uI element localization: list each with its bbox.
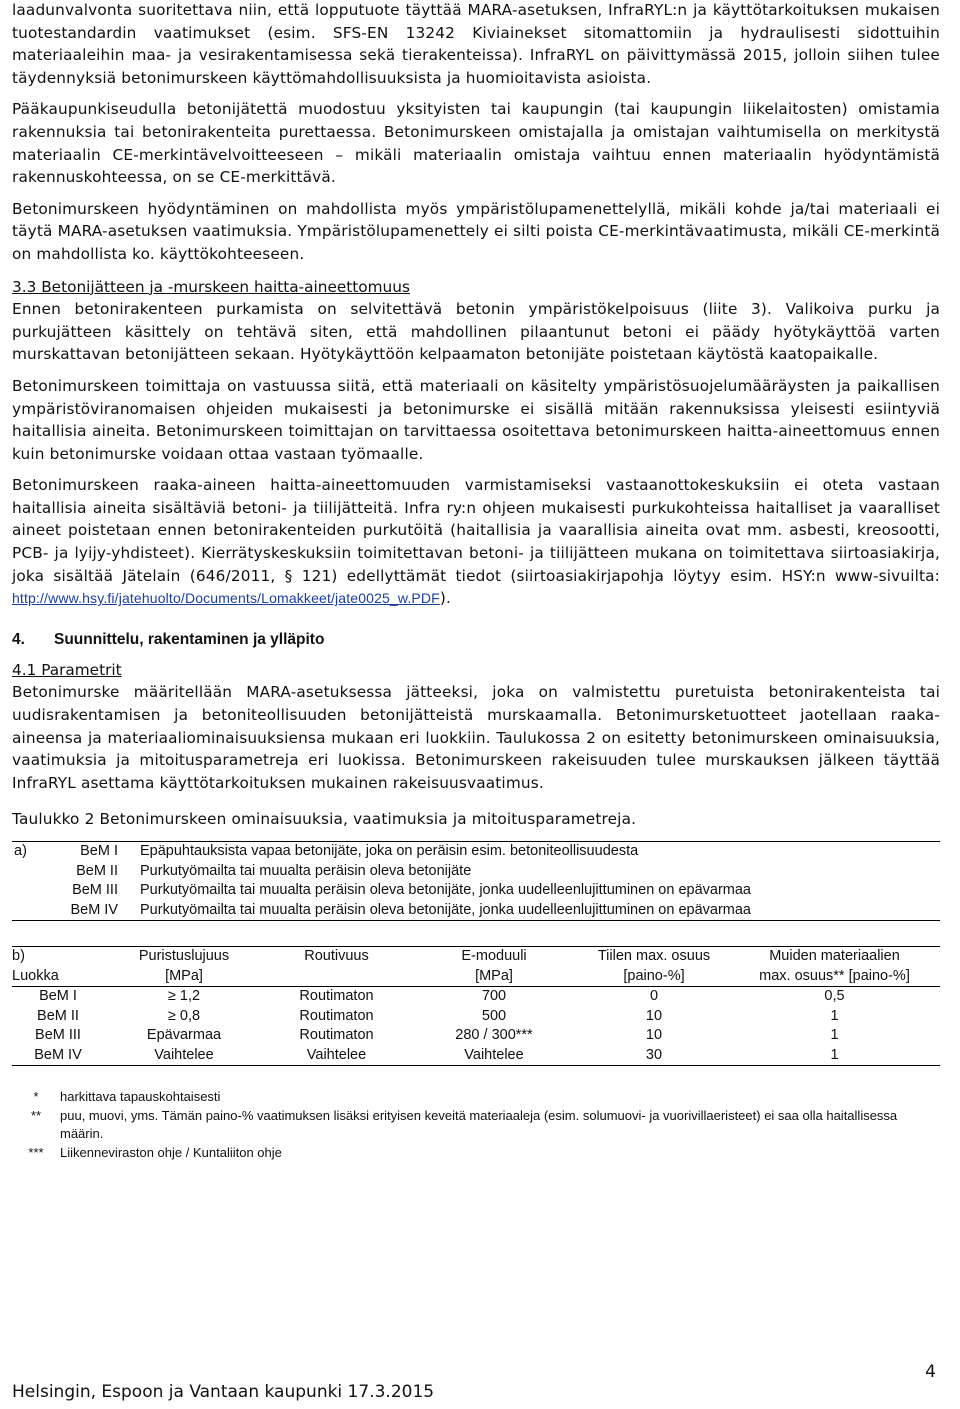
table-row [12,842,940,862]
column-header: [paino-%] [579,967,729,987]
footnote [12,1088,940,1107]
table-row [12,901,940,921]
table-cell: 1 [830,1007,839,1024]
column-header: Tiilen max. osuus [597,948,711,964]
table-classes-description [12,841,940,921]
footnote-symbol: *** [28,1144,44,1160]
paragraph-paakaupunkiseutu: Pääkaupunkiseudulla betonijätettä muodostuu yksityisten tai kaupungin (tai kaupungin liikelaitosten) omistamia rakennuksia tai betonirakenteita purettaessa. Betonimurskeen omistajalla ja omistajan vaihtumisella on merkitystä materiaalin CE-merkintävelvoitteeseen – mikäli materiaalin omistaja vaihtuu ennen materiaalin hyödyntämistä rakennuskohteessa, on se CE-merkittävä. [12,100,940,187]
paragraph-parametrit: Betonimurske määritellään MARA-asetuksessa jätteeksi, joka on valmistettu puretuista betonirakenteista tai uudisrakentamisen ja betoniteollisuuden betonijätteistä murskaamalla. Betonimursketuotteet jaotellaan raaka-aineensa ja materiaaliominaisuuksiensa mukaan eri luokkiin. Taulukossa 2 on esitetty betonimurskeen ominaisuuksia, vaatimuksia ja mitoitusparametreja eri luokissa. Betonimurskeen rakeisuuden tulee murskauksen jälkeen täyttää InfraRYL asettama käyttötarkoituksen mukainen rakeisuusvaatimus. [12,683,940,792]
column-header: Luokka [12,967,104,987]
column-header: Muiden materiaalien [769,948,900,964]
page-footer: Helsingin, Espoon ja Vantaan kaupunki 17.3.2015 [12,1382,435,1402]
column-header: [MPa] [104,967,264,987]
table-cell: 0,5 [824,988,845,1004]
table-cell: 30 [645,1046,663,1063]
table-cell: BeM IV [34,1046,82,1063]
table-cell: Routimaton [299,1007,374,1024]
paragraph-raaka-aine-end: ). [439,589,451,608]
section-heading-3-3: 3.3 Betonijätteen ja -murskeen haitta-aineettomuus [12,277,410,296]
table-cell: 500 [481,1007,507,1024]
paragraph-laadunvalvonta: laadunvalvonta suoritettava niin, että lopputuote täyttää MARA-asetuksen, InfraRYL:n ja käyttötarkoituksen mukaisen tuotestandardin vaatimukset (esim. SFS-EN 13242 Kiviainekset sitomattomiin ja hydraulisesti sidottuihin materiaaleihin maa- ja vesirakentamisessa sekä tierakenteissa). InfraRYL on päivittymässä 2015, jolloin siihen tulee täydennyksiä betonimurskeen käyttömahdollisuuksista ja huomioitavista asioista. [12,1,940,87]
table-cell: Vaihtelee [306,1046,367,1063]
section-heading-4 [12,629,940,651]
table-row [12,987,940,1007]
table-a-label: a) [14,843,27,859]
table-cell: 700 [481,988,507,1004]
table-cell: 10 [645,1027,663,1043]
column-header: Routivuus [304,948,369,964]
footnotes [12,1088,940,1162]
column-header: max. osuus** [paino-%] [729,967,940,987]
table-cell: 1 [830,1027,839,1043]
section-title-4: Suunnittelu, rakentaminen ja ylläpito [54,630,325,648]
column-header: E-moduuli [461,948,527,964]
class-cell: BeM I [80,843,118,859]
table-cell: Epävarmaa [146,1027,222,1043]
section-number-4: 4. [12,630,25,648]
paragraph-raaka-aine [12,474,940,610]
paragraph-raaka-aine-text: Betonimurskeen raaka-aineen haitta-aineettomuuden varmistamiseksi vastaanottokeskuksiin ei oteta vastaan haitallisia aineita sisältäviä betoni- ja tiilijätteitä. Infra ry:n ohjeen mukaisesti purkukohteissa haitalliset ja vaaralliset aineet poistetaan ennen betonirakenteiden purkutöitä (haitallisia ja vaarallisia aineita ovat mm. asbesti, kreosootti, PCB- ja lyijy-yhdisteet). Kierrätyskeskuksiin toimitettavan betoni- ja tiilijätteen mukana on toimitettava siirtoasiakirja, joka sisältää Jätelain (646/2011, § 121) edellyttämät tiedot (siirtoasiakirjapohja löytyy esim. HSY:n www-sivuilta: [12,476,940,585]
footnote-symbol: * [33,1089,39,1104]
table-cell: Vaihtelee [464,1046,524,1063]
description-cell: Purkutyömailta tai muualta peräisin oleva betonijäte [140,862,472,879]
table-header-row [12,947,940,967]
table-cell: Routimaton [299,988,374,1004]
table-cell: Routimaton [299,1027,374,1043]
table-cell: ≥ 0,8 [167,1007,201,1024]
column-header: [MPa] [409,967,579,987]
description-cell: Epäpuhtauksista vapaa betonijäte, joka on peräisin esim. betoniteollisuudesta [140,843,639,859]
table-row [12,1046,940,1066]
table-cell: ≥ 1,2 [167,988,201,1004]
table-caption: Taulukko 2 Betonimurskeen ominaisuuksia, vaatimuksia ja mitoitusparametreja. [12,810,637,829]
document-page [12,0,940,1162]
paragraph-ymparistolupa: Betonimurskeen hyödyntäminen on mahdollista myös ympäristölupamenettelyllä, mikäli kohde ja/tai materiaali ei täytä MARA-asetuksen vaatimuksia. Ympäristölupamenettely ei silti poista CE-merkintävaatimusta, mikäli CE-merkintä on mahdollista ko. käyttökohteeseen. [12,199,940,263]
class-cell: BeM IV [70,901,118,918]
footnote [12,1107,940,1144]
footnote-text: harkittava tapauskohtaisesti [60,1089,221,1104]
description-cell: Purkutyömailta tai muualta peräisin oleva betonijäte, jonka uudelleenlujittuminen on epävarmaa [140,901,751,918]
page-number: 4 [925,1362,936,1382]
table-row [12,1007,940,1027]
footnote [12,1144,940,1163]
class-cell: BeM II [76,862,118,879]
table-cell: BeM I [39,988,77,1004]
table-cell: 280 / 300*** [455,1027,533,1043]
paragraph-purkaminen: Ennen betonirakenteen purkamista on selvitettävä betonin ympäristökelpoisuus (liite 3). Valikoiva purku ja purkujätteen käsittely on tehtävä siten, että mahdollinen pilaantunut betoni ei päädy hyötykäyttöä varten murskattavan betonijätteen sekaan. Hyötykäyttöön kelpaamaton betonijäte poistetaan käytöstä kaatopaikalle. [12,300,940,364]
table-row [12,881,940,901]
footnote-text: puu, muovi, yms. Tämän paino-% vaatimuksen lisäksi erityisen keveitä materiaaleja (esim. solumuovi- ja vuorivillaeristeet) ei saa olla haitallisessa määrin. [60,1107,898,1141]
column-header: Puristuslujuus [138,948,230,964]
table-b-label: b) [12,948,25,964]
section-heading-4-1: 4.1 Parametrit [12,660,122,679]
table-header-row [12,967,940,987]
table-cell: 1 [830,1046,839,1063]
table-row [12,1026,940,1046]
paragraph-toimittaja: Betonimurskeen toimittaja on vastuussa siitä, että materiaali on käsitelty ympäristösuojelumääräysten ja paikallisen ympäristöviranomaisen ohjeiden mukaisesti ja betonimurske ei sisällä mitään rakennuksissa yleisesti esiintyviä haitallisia aineita. Betonimurskeen toimittajan on tarvittaessa osoitettava betonimurskeen haitta-aineettomuus ennen kuin betonimurske voidaan ottaa vastaan työmaalle. [12,376,940,463]
table-cell: BeM II [37,1007,79,1024]
table-cell: 10 [645,1007,663,1024]
class-cell: BeM III [72,882,118,898]
hsy-link[interactable]: http://www.hsy.fi/jatehuolto/Documents/Lomakkeet/jate0025_w.PDF [12,590,440,607]
footnote-text: Liikenneviraston ohje / Kuntaliiton ohje [60,1144,282,1160]
table-cell: Vaihtelee [154,1046,214,1063]
footnote-symbol: ** [30,1107,42,1123]
table-cell: BeM III [35,1027,81,1043]
table-row [12,862,940,882]
description-cell: Purkutyömailta tai muualta peräisin oleva betonijäte, jonka uudelleenlujittuminen on epävarmaa [140,882,751,898]
table-parameters [12,946,940,1066]
table-cell: 0 [649,988,659,1004]
column-header [264,967,409,987]
